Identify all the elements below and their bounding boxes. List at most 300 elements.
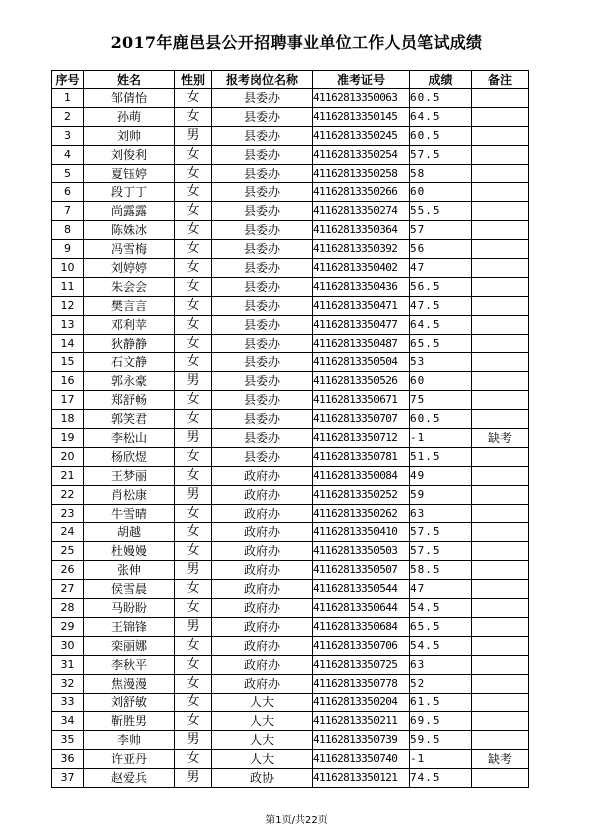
- cell-name: 朱会会: [84, 277, 175, 296]
- cell-score: 64.5: [410, 315, 472, 334]
- table-row: [52, 636, 529, 655]
- table-row: [52, 240, 529, 259]
- cell-name: 石文静: [84, 353, 175, 372]
- table-row: [52, 731, 529, 750]
- table-row: [52, 145, 529, 164]
- cell-sex: 女: [175, 334, 212, 353]
- cell-name: 刘舒敏: [84, 693, 175, 712]
- cell-note: [472, 221, 529, 240]
- cell-note: [472, 296, 529, 315]
- cell-score: 74.5: [410, 769, 472, 788]
- cell-score: 60: [410, 372, 472, 391]
- cell-ticket: 41162813350121: [313, 769, 410, 788]
- cell-post: 县委办: [212, 315, 313, 334]
- cell-ticket: 41162813350740: [313, 750, 410, 769]
- cell-ticket: 41162813350507: [313, 561, 410, 580]
- cell-name: 李帅: [84, 731, 175, 750]
- cell-score: 69.5: [410, 712, 472, 731]
- cell-no: 9: [52, 240, 84, 259]
- cell-score: 58: [410, 164, 472, 183]
- cell-sex: 女: [175, 296, 212, 315]
- cell-post: 人大: [212, 712, 313, 731]
- cell-ticket: 41162813350262: [313, 504, 410, 523]
- cell-sex: 女: [175, 89, 212, 108]
- cell-post: 县委办: [212, 164, 313, 183]
- cell-sex: 女: [175, 202, 212, 221]
- cell-ticket: 41162813350410: [313, 523, 410, 542]
- cell-name: 杜嫚嫚: [84, 542, 175, 561]
- cell-score: -1: [410, 429, 472, 448]
- cell-no: 17: [52, 391, 84, 410]
- cell-post: 县委办: [212, 107, 313, 126]
- cell-score: 60.5: [410, 89, 472, 108]
- table-row: [52, 334, 529, 353]
- cell-no: 36: [52, 750, 84, 769]
- cell-post: 县委办: [212, 429, 313, 448]
- cell-name: 刘帅: [84, 126, 175, 145]
- cell-post: 政府办: [212, 466, 313, 485]
- cell-no: 25: [52, 542, 84, 561]
- cell-sex: 女: [175, 240, 212, 259]
- page-footer: 第1页/共22页: [265, 815, 328, 826]
- cell-name: 马盼盼: [84, 599, 175, 618]
- cell-sex: 男: [175, 372, 212, 391]
- page-title: 2017年鹿邑县公开招聘事业单位工作人员笔试成绩: [110, 33, 483, 52]
- cell-no: 28: [52, 599, 84, 618]
- cell-post: 县委办: [212, 447, 313, 466]
- cell-post: 县委办: [212, 240, 313, 259]
- table-row: [52, 391, 529, 410]
- cell-no: 2: [52, 107, 84, 126]
- cell-name: 赵爱兵: [84, 769, 175, 788]
- table-row: [52, 485, 529, 504]
- cell-score: 57.5: [410, 523, 472, 542]
- cell-no: 21: [52, 466, 84, 485]
- column-header-sex: 性别: [175, 71, 212, 89]
- cell-name: 张伸: [84, 561, 175, 580]
- cell-no: 14: [52, 334, 84, 353]
- cell-no: 6: [52, 183, 84, 202]
- cell-note: [472, 353, 529, 372]
- cell-ticket: 41162813350739: [313, 731, 410, 750]
- cell-post: 政府办: [212, 580, 313, 599]
- cell-post: 政府办: [212, 523, 313, 542]
- cell-post: 县委办: [212, 145, 313, 164]
- cell-no: 30: [52, 636, 84, 655]
- cell-sex: 女: [175, 353, 212, 372]
- cell-score: 58.5: [410, 561, 472, 580]
- cell-score: 54.5: [410, 599, 472, 618]
- cell-sex: 女: [175, 466, 212, 485]
- cell-note: [472, 126, 529, 145]
- table-row: [52, 750, 529, 769]
- table-row: [52, 429, 529, 448]
- cell-ticket: 41162813350204: [313, 693, 410, 712]
- table-row: [52, 259, 529, 278]
- cell-no: 24: [52, 523, 84, 542]
- cell-sex: 男: [175, 126, 212, 145]
- cell-ticket: 41162813350671: [313, 391, 410, 410]
- cell-sex: 女: [175, 315, 212, 334]
- cell-sex: 女: [175, 447, 212, 466]
- cell-note: [472, 372, 529, 391]
- cell-score: 65.5: [410, 334, 472, 353]
- cell-no: 31: [52, 655, 84, 674]
- table-row: [52, 769, 529, 788]
- cell-no: 18: [52, 410, 84, 429]
- cell-note: [472, 277, 529, 296]
- column-header-score: 成绩: [410, 71, 472, 89]
- cell-note: [472, 410, 529, 429]
- cell-name: 邓利苹: [84, 315, 175, 334]
- cell-score: 55.5: [410, 202, 472, 221]
- cell-name: 牛雪晴: [84, 504, 175, 523]
- cell-post: 政府办: [212, 504, 313, 523]
- cell-sex: 女: [175, 410, 212, 429]
- cell-no: 11: [52, 277, 84, 296]
- cell-name: 郭永豪: [84, 372, 175, 391]
- table-row: [52, 89, 529, 108]
- cell-sex: 男: [175, 561, 212, 580]
- cell-name: 陈姝冰: [84, 221, 175, 240]
- cell-score: 65.5: [410, 617, 472, 636]
- cell-score: 59: [410, 485, 472, 504]
- cell-ticket: 41162813350254: [313, 145, 410, 164]
- cell-name: 肖松康: [84, 485, 175, 504]
- cell-ticket: 41162813350706: [313, 636, 410, 655]
- cell-name: 邹倩怡: [84, 89, 175, 108]
- cell-no: 27: [52, 580, 84, 599]
- cell-sex: 女: [175, 599, 212, 618]
- cell-ticket: 41162813350392: [313, 240, 410, 259]
- column-header-no: 序号: [52, 71, 84, 89]
- cell-note: [472, 693, 529, 712]
- table-row: [52, 580, 529, 599]
- cell-name: 郑舒畅: [84, 391, 175, 410]
- cell-ticket: 41162813350712: [313, 429, 410, 448]
- cell-note: 缺考: [472, 750, 529, 769]
- cell-sex: 女: [175, 107, 212, 126]
- cell-ticket: 41162813350526: [313, 372, 410, 391]
- cell-name: 夏钰婷: [84, 164, 175, 183]
- cell-sex: 女: [175, 145, 212, 164]
- cell-score: 60: [410, 183, 472, 202]
- cell-post: 人大: [212, 731, 313, 750]
- header-row: [52, 71, 529, 89]
- cell-post: 县委办: [212, 89, 313, 108]
- cell-note: [472, 259, 529, 278]
- table-body: [52, 89, 529, 788]
- cell-post: 政府办: [212, 636, 313, 655]
- cell-ticket: 41162813350544: [313, 580, 410, 599]
- table-row: [52, 466, 529, 485]
- cell-name: 郭笑君: [84, 410, 175, 429]
- cell-sex: 女: [175, 221, 212, 240]
- table-row: [52, 712, 529, 731]
- cell-score: 51.5: [410, 447, 472, 466]
- cell-ticket: 41162813350145: [313, 107, 410, 126]
- table-row: [52, 693, 529, 712]
- cell-sex: 女: [175, 391, 212, 410]
- cell-sex: 女: [175, 655, 212, 674]
- cell-post: 县委办: [212, 259, 313, 278]
- cell-no: 7: [52, 202, 84, 221]
- cell-no: 1: [52, 89, 84, 108]
- table-row: [52, 353, 529, 372]
- cell-note: [472, 674, 529, 693]
- table-row: [52, 296, 529, 315]
- cell-score: 53: [410, 353, 472, 372]
- cell-score: 47.5: [410, 296, 472, 315]
- cell-note: [472, 542, 529, 561]
- cell-sex: 女: [175, 504, 212, 523]
- cell-score: 60.5: [410, 126, 472, 145]
- cell-ticket: 41162813350644: [313, 599, 410, 618]
- cell-no: 10: [52, 259, 84, 278]
- cell-score: 52: [410, 674, 472, 693]
- cell-no: 23: [52, 504, 84, 523]
- table-row: [52, 523, 529, 542]
- cell-sex: 男: [175, 731, 212, 750]
- cell-no: 5: [52, 164, 84, 183]
- cell-ticket: 41162813350504: [313, 353, 410, 372]
- cell-no: 33: [52, 693, 84, 712]
- cell-no: 34: [52, 712, 84, 731]
- table-row: [52, 221, 529, 240]
- cell-post: 县委办: [212, 334, 313, 353]
- column-header-name: 姓名: [84, 71, 175, 89]
- table-row: [52, 183, 529, 202]
- cell-ticket: 41162813350503: [313, 542, 410, 561]
- cell-post: 县委办: [212, 391, 313, 410]
- cell-sex: 女: [175, 542, 212, 561]
- cell-post: 人大: [212, 750, 313, 769]
- cell-no: 13: [52, 315, 84, 334]
- cell-note: [472, 164, 529, 183]
- cell-no: 32: [52, 674, 84, 693]
- table-row: [52, 447, 529, 466]
- cell-post: 人大: [212, 693, 313, 712]
- cell-ticket: 41162813350436: [313, 277, 410, 296]
- cell-name: 冯雪梅: [84, 240, 175, 259]
- cell-post: 政府办: [212, 617, 313, 636]
- cell-score: 57: [410, 221, 472, 240]
- cell-score: -1: [410, 750, 472, 769]
- cell-ticket: 41162813350402: [313, 259, 410, 278]
- cell-note: [472, 315, 529, 334]
- cell-name: 王梦丽: [84, 466, 175, 485]
- cell-post: 政协: [212, 769, 313, 788]
- cell-score: 47: [410, 580, 472, 599]
- cell-ticket: 41162813350252: [313, 485, 410, 504]
- cell-ticket: 41162813350211: [313, 712, 410, 731]
- cell-score: 64.5: [410, 107, 472, 126]
- cell-name: 焦漫漫: [84, 674, 175, 693]
- cell-post: 县委办: [212, 183, 313, 202]
- cell-name: 段丁丁: [84, 183, 175, 202]
- table-row: [52, 561, 529, 580]
- cell-note: [472, 485, 529, 504]
- cell-ticket: 41162813350725: [313, 655, 410, 674]
- cell-sex: 女: [175, 259, 212, 278]
- table-row: [52, 617, 529, 636]
- table-row: [52, 372, 529, 391]
- cell-sex: 女: [175, 580, 212, 599]
- table-row: [52, 277, 529, 296]
- cell-post: 政府办: [212, 542, 313, 561]
- cell-score: 49: [410, 466, 472, 485]
- table-row: [52, 504, 529, 523]
- cell-score: 63: [410, 655, 472, 674]
- cell-ticket: 41162813350258: [313, 164, 410, 183]
- cell-no: 29: [52, 617, 84, 636]
- cell-name: 王锦锋: [84, 617, 175, 636]
- cell-sex: 女: [175, 636, 212, 655]
- cell-note: [472, 466, 529, 485]
- cell-ticket: 41162813350471: [313, 296, 410, 315]
- cell-name: 樊言言: [84, 296, 175, 315]
- cell-name: 刘婷婷: [84, 259, 175, 278]
- cell-sex: 女: [175, 750, 212, 769]
- cell-ticket: 41162813350274: [313, 202, 410, 221]
- cell-sex: 女: [175, 693, 212, 712]
- cell-sex: 男: [175, 769, 212, 788]
- table-row: [52, 599, 529, 618]
- cell-ticket: 41162813350477: [313, 315, 410, 334]
- cell-score: 63: [410, 504, 472, 523]
- table-row: [52, 126, 529, 145]
- cell-sex: 女: [175, 277, 212, 296]
- cell-sex: 女: [175, 674, 212, 693]
- cell-score: 61.5: [410, 693, 472, 712]
- cell-note: [472, 183, 529, 202]
- cell-ticket: 41162813350487: [313, 334, 410, 353]
- cell-note: [472, 617, 529, 636]
- cell-name: 杨欣煜: [84, 447, 175, 466]
- cell-ticket: 41162813350084: [313, 466, 410, 485]
- cell-note: [472, 89, 529, 108]
- cell-note: [472, 447, 529, 466]
- cell-note: [472, 334, 529, 353]
- cell-note: [472, 712, 529, 731]
- cell-name: 李秋平: [84, 655, 175, 674]
- cell-no: 22: [52, 485, 84, 504]
- cell-post: 县委办: [212, 353, 313, 372]
- cell-no: 4: [52, 145, 84, 164]
- cell-post: 县委办: [212, 221, 313, 240]
- cell-sex: 男: [175, 617, 212, 636]
- cell-name: 孙萌: [84, 107, 175, 126]
- cell-sex: 女: [175, 164, 212, 183]
- cell-no: 8: [52, 221, 84, 240]
- cell-sex: 男: [175, 429, 212, 448]
- cell-post: 政府办: [212, 485, 313, 504]
- table-row: [52, 315, 529, 334]
- cell-no: 37: [52, 769, 84, 788]
- cell-note: [472, 731, 529, 750]
- cell-no: 15: [52, 353, 84, 372]
- cell-name: 李松山: [84, 429, 175, 448]
- cell-ticket: 41162813350063: [313, 89, 410, 108]
- cell-name: 尚露露: [84, 202, 175, 221]
- cell-score: 56: [410, 240, 472, 259]
- cell-ticket: 41162813350266: [313, 183, 410, 202]
- cell-note: [472, 561, 529, 580]
- cell-post: 县委办: [212, 126, 313, 145]
- cell-ticket: 41162813350245: [313, 126, 410, 145]
- column-header-ticket: 准考证号: [313, 71, 410, 89]
- score-table: [51, 70, 529, 788]
- cell-name: 侯雪晨: [84, 580, 175, 599]
- cell-name: 栾丽娜: [84, 636, 175, 655]
- cell-post: 政府办: [212, 561, 313, 580]
- cell-note: [472, 636, 529, 655]
- cell-note: [472, 391, 529, 410]
- cell-note: [472, 769, 529, 788]
- cell-note: [472, 580, 529, 599]
- cell-score: 54.5: [410, 636, 472, 655]
- cell-score: 75: [410, 391, 472, 410]
- cell-score: 47: [410, 259, 472, 278]
- cell-post: 政府办: [212, 655, 313, 674]
- table-row: [52, 542, 529, 561]
- cell-post: 县委办: [212, 372, 313, 391]
- cell-note: [472, 107, 529, 126]
- cell-no: 20: [52, 447, 84, 466]
- cell-post: 县委办: [212, 296, 313, 315]
- cell-sex: 男: [175, 485, 212, 504]
- cell-post: 政府办: [212, 674, 313, 693]
- cell-score: 57.5: [410, 145, 472, 164]
- cell-ticket: 41162813350778: [313, 674, 410, 693]
- cell-sex: 女: [175, 523, 212, 542]
- cell-score: 59.5: [410, 731, 472, 750]
- cell-name: 胡越: [84, 523, 175, 542]
- cell-no: 35: [52, 731, 84, 750]
- cell-score: 56.5: [410, 277, 472, 296]
- cell-sex: 女: [175, 183, 212, 202]
- cell-no: 3: [52, 126, 84, 145]
- cell-score: 60.5: [410, 410, 472, 429]
- cell-ticket: 41162813350781: [313, 447, 410, 466]
- cell-no: 19: [52, 429, 84, 448]
- table-row: [52, 164, 529, 183]
- cell-note: [472, 145, 529, 164]
- cell-note: 缺考: [472, 429, 529, 448]
- table-row: [52, 202, 529, 221]
- cell-score: 57.5: [410, 542, 472, 561]
- table-row: [52, 655, 529, 674]
- column-header-post: 报考岗位名称: [212, 71, 313, 89]
- cell-ticket: 41162813350684: [313, 617, 410, 636]
- cell-no: 26: [52, 561, 84, 580]
- cell-post: 县委办: [212, 202, 313, 221]
- cell-note: [472, 240, 529, 259]
- cell-ticket: 41162813350364: [313, 221, 410, 240]
- cell-no: 16: [52, 372, 84, 391]
- cell-name: 许亚丹: [84, 750, 175, 769]
- cell-name: 刘俊利: [84, 145, 175, 164]
- cell-note: [472, 202, 529, 221]
- cell-note: [472, 504, 529, 523]
- cell-note: [472, 655, 529, 674]
- cell-ticket: 41162813350707: [313, 410, 410, 429]
- cell-note: [472, 523, 529, 542]
- table-row: [52, 107, 529, 126]
- cell-name: 靳胜男: [84, 712, 175, 731]
- cell-no: 12: [52, 296, 84, 315]
- table-row: [52, 410, 529, 429]
